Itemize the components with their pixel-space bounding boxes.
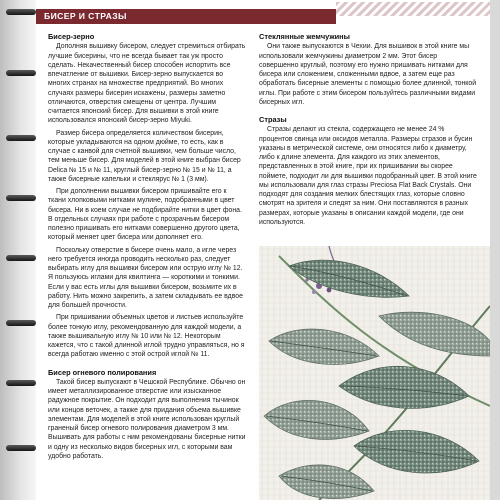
binding-ring [6, 135, 36, 141]
binding-ring [6, 320, 36, 326]
binding-ring [6, 9, 36, 15]
chapter-title: БИСЕР И СТРАЗЫ [44, 11, 127, 21]
binding-ring [6, 70, 36, 76]
paragraph: Дополняя вышивку бисером, следует стремиться отбирать лучшие бисерины, что не всегда бывает так уж просто сделать. Некачественный бисер способен испортить все впечатление от вышивки. Бисер-зерно выпускается во многих странах на множестве предприятий. Во многих случаях размеры бисерин искажены, размеры заметно отличаются, отверстия смещены от центра. Лучшим считается японский бисер. Для вышивки в этой книге использовался японский бисер-зерно Miyuki. [48, 43, 246, 125]
paragraph: При пришивании объемных цветов и листьев используйте более тонкую иглу, рекомендованную для каждой модели, а также вышивальную иглу № 10 или № 12. Некоторым кажется, что с такой длинной иглой трудно управляться, но я всегда работаю именно с этой острой иглой № 11. [48, 314, 245, 359]
binding-ring [6, 445, 36, 451]
binding-ring [6, 380, 36, 386]
section-heading: Бисер огневого полирования [48, 367, 157, 377]
binding-ring [6, 255, 36, 261]
section-heading: Бисер-зерно [48, 32, 95, 41]
chapter-header [36, 9, 336, 24]
paragraph: Стразы делают из стекла, содержащего не менее 24 % процентов свинца или оксидов металла. Размеры стразов и бусин указаны в метрической системе, они относятся либо к диаметру, либо к длине элемента. Для каждого из этих элементов, представленных в этой книге, при их пришивании вы скорее поймете, подходит ли для вышивки подобранный цвет. В этой книге мы использовали для глаз стразы Preciosa Flat Back Crystals. Они подходят для создания мелких блестящих глаз, которые словно смотрят на зрителя и следят за ним. Они поставляются в разных размерах, которые указаны в описании каждой модели, где они используются. [259, 126, 477, 226]
paragraph: При дополнении вышивки бисером пришивайте его к ткани хлопковыми нитками мулине, подобранными в цвет бисера. Ни в коем случае не подбирайте нитки в цвет фона. В отдельных случаях при работе с прозрачным бисером полезно пришивать его нитками совершенно другого цвета, который меняет цвет бисера или дополняет его. [48, 188, 242, 242]
right-column [259, 32, 477, 230]
paragraph: Такой бисер выпускают в Чешской Республике. Обычно он имеет металлизированное отверстие или изысканное радужное покрытие. Он подходит для выполнения тычинок или концов веточек, а также для придания объема вышивке элементам. Для моделей в этой книге использован круглый граненый бисер огневого полирования диаметром 3 мм. Вышивать для работы с ним рекомендованы бисерные нитки и одну из несколько видов бисерных игл, с которыми вам удобно работать. [48, 378, 246, 460]
header-decoration [336, 2, 490, 16]
embroidery-photo [259, 246, 490, 500]
section-heading: Стеклянные жемчужины [259, 32, 350, 41]
paragraph: Размер бисера определяется количеством бисерин, которые укладываются на одном дюйме, то есть, как в случае с канвой для счетной вышивки, чем больше число, тем меньше бисер. Для моделей в этой книге выбран бисер Delica № 15 и № 11, круглый бисер-зерно № 15 и № 11, а также бисерные капельки и стеклярус № 1 (3 мм). [48, 129, 241, 183]
left-column [48, 32, 246, 464]
book-page [36, 0, 490, 500]
binding-ring [6, 195, 36, 201]
section-heading: Стразы [259, 115, 287, 124]
paragraph: Поскольку отверстие в бисере очень мало, а игле через него требуется иногда проводить несколько раз, следует выбирать иглу для вышивки бисером или острую иглу № 12. Я пользуюсь иглами для квилтинга — короткими и тонкими. Если у вас есть иглы для вышивки бисером, возьмите их в работу. Нить можно закрепить, а затем складывать ее вдвое для большей прочности. [48, 246, 243, 309]
beaded-leaves-illustration [259, 246, 490, 500]
paragraph: Они также выпускаются в Чехии. Для вышивок в этой книге мы использовали жемчужины диаметром 2 мм. Этот бисер совершенно круглый, поэтому его нужно пришивать нитками для бисера или сложением, сложенными вдвое, а затем еще раз обработать бисерные элементы с помощью более длинной, тонкой иглы. При работе с этим бисером пользуйтесь различными видами бисерных игл. [259, 43, 477, 106]
